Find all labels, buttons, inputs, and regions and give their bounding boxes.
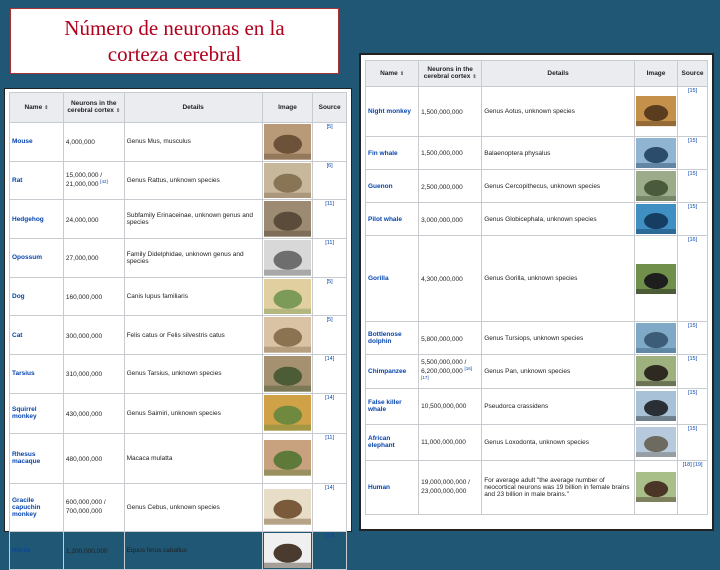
animal-photo-thumbnail[interactable] xyxy=(636,264,676,294)
neuron-count: 160,000,000 xyxy=(63,277,124,316)
animal-photo-thumbnail[interactable] xyxy=(264,395,312,431)
animal-name-link[interactable]: Chimpanzee xyxy=(366,355,419,388)
source-citation-link[interactable]: [14] xyxy=(313,483,347,531)
animal-details: Genus Tarsius, unknown species xyxy=(124,354,262,393)
animal-name-link[interactable]: Rat xyxy=(10,161,64,200)
table-row xyxy=(366,87,708,137)
sort-icon[interactable]: ⇕ xyxy=(472,74,477,80)
animal-name-link[interactable]: Gorilla xyxy=(366,236,419,322)
table-row xyxy=(366,236,708,322)
col-header-details: Details xyxy=(482,61,635,87)
animal-name-link[interactable]: Mouse xyxy=(10,123,64,162)
source-citation-link[interactable]: [11] xyxy=(313,433,347,483)
neuron-count: 5,800,000,000 xyxy=(419,322,482,355)
source-citation-link[interactable]: [11] xyxy=(313,200,347,239)
animal-photo-thumbnail[interactable] xyxy=(636,323,676,353)
animal-name-link[interactable]: Squirrel monkey xyxy=(10,393,64,433)
neuron-count: 1,500,000,000 xyxy=(419,137,482,170)
source-citation-link[interactable]: [16] xyxy=(678,236,708,322)
animal-name-link[interactable]: Pilot whale xyxy=(366,203,419,236)
animal-name-link[interactable]: Dog xyxy=(10,277,64,316)
animal-name-link[interactable]: Rhesus macaque xyxy=(10,433,64,483)
animal-photo-thumbnail[interactable] xyxy=(264,440,312,476)
animal-photo[interactable] xyxy=(634,170,677,203)
table-row xyxy=(366,137,708,170)
neuron-count: 24,000,000 xyxy=(63,200,124,239)
neuron-count: 1,200,000,000 xyxy=(63,531,124,570)
animal-photo[interactable] xyxy=(634,355,677,388)
animal-details: Felis catus or Felis silvestris catus xyxy=(124,316,262,355)
animal-details: Balaenoptera physalus xyxy=(482,137,635,170)
table-row xyxy=(10,238,347,277)
animal-details: Genus Saimiri, unknown species xyxy=(124,393,262,433)
animal-photo-thumbnail[interactable] xyxy=(264,356,312,392)
col-header-details: Details xyxy=(124,93,262,123)
animal-details: Genus Globicephala, unknown species xyxy=(482,203,635,236)
table-row xyxy=(10,354,347,393)
col-header-neurons[interactable]: Neurons in the cerebral cortex ⇕ xyxy=(63,93,124,123)
source-citation-link[interactable]: [11] xyxy=(313,238,347,277)
col-header-name[interactable]: Name ⇕ xyxy=(366,61,419,87)
source-citation-link[interactable]: [14] xyxy=(313,354,347,393)
neuron-count: 1,500,000,000 xyxy=(419,87,482,137)
table-row xyxy=(10,393,347,433)
source-citation-link[interactable]: [15] xyxy=(678,355,708,388)
animal-photo[interactable] xyxy=(262,433,313,483)
animal-name-link[interactable]: Fin whale xyxy=(366,137,419,170)
animal-name-link[interactable]: Human xyxy=(366,460,419,514)
animal-photo-thumbnail[interactable] xyxy=(636,171,676,201)
animal-details: Genus Pan, unknown species xyxy=(482,355,635,388)
animal-photo-thumbnail[interactable] xyxy=(264,163,312,199)
animal-name-link[interactable]: African elephant xyxy=(366,424,419,460)
animal-details: Genus Cebus, unknown species xyxy=(124,483,262,531)
source-citation-link[interactable]: [13] xyxy=(313,531,347,570)
animal-details: Pseudorca crassidens xyxy=(482,388,635,424)
animal-details: Family Didelphidae, unknown genus and species xyxy=(124,238,262,277)
animal-details: Macaca mulatta xyxy=(124,433,262,483)
neuron-count: 4,000,000 xyxy=(63,123,124,162)
animal-photo-thumbnail[interactable] xyxy=(636,138,676,168)
animal-name-link[interactable]: Bottlenose dolphin xyxy=(366,322,419,355)
animal-photo-thumbnail[interactable] xyxy=(264,317,312,353)
animal-photo[interactable] xyxy=(634,236,677,322)
table-row xyxy=(366,424,708,460)
animal-name-link[interactable]: Night monkey xyxy=(366,87,419,137)
title-line-1: Número de neuronas en la xyxy=(64,16,285,40)
animal-photo[interactable] xyxy=(262,354,313,393)
animal-photo-thumbnail[interactable] xyxy=(636,427,676,457)
source-citation-link[interactable]: [5] xyxy=(313,316,347,355)
animal-photo[interactable] xyxy=(634,460,677,514)
animal-details: Genus Tursiops, unknown species xyxy=(482,322,635,355)
animal-details: Genus Gorilla, unknown species xyxy=(482,236,635,322)
table-row xyxy=(366,170,708,203)
animal-photo-thumbnail[interactable] xyxy=(636,96,676,126)
neuron-count: 15,000,000 / 21,000,000 [42] xyxy=(63,161,124,200)
table-row xyxy=(366,203,708,236)
animal-photo-thumbnail[interactable] xyxy=(264,489,312,525)
table-row xyxy=(10,277,347,316)
source-citation-link[interactable]: [15] xyxy=(678,424,708,460)
table-row xyxy=(10,161,347,200)
animal-photo-thumbnail[interactable] xyxy=(264,240,312,276)
neuron-count: 4,300,000,000 xyxy=(419,236,482,322)
neuron-count: 310,000,000 xyxy=(63,354,124,393)
sort-icon[interactable]: ⇕ xyxy=(44,104,49,111)
table-row xyxy=(366,322,708,355)
animal-name-link[interactable]: Guenon xyxy=(366,170,419,203)
animal-photo-thumbnail[interactable] xyxy=(636,204,676,234)
source-citation-link[interactable]: [15] xyxy=(678,137,708,170)
neuron-count: 10,500,000,000 xyxy=(419,388,482,424)
animal-photo-thumbnail[interactable] xyxy=(636,472,676,502)
table-row xyxy=(10,200,347,239)
neuron-count: 27,000,000 xyxy=(63,238,124,277)
neuron-count: 3,000,000,000 xyxy=(419,203,482,236)
right-table-panel xyxy=(359,53,714,531)
source-citation-link[interactable]: [15] xyxy=(678,388,708,424)
table-row xyxy=(10,531,347,570)
animal-name-link[interactable]: Cat xyxy=(10,316,64,355)
col-header-image: Image xyxy=(634,61,677,87)
source-citation-link[interactable]: [6] xyxy=(313,161,347,200)
animal-photo-thumbnail[interactable] xyxy=(264,124,312,160)
animal-details: Subfamily Erinaceinae, unknown genus and species xyxy=(124,200,262,239)
title-line-2: corteza cerebral xyxy=(107,42,242,66)
animal-photo[interactable] xyxy=(262,316,313,355)
animal-name-link[interactable]: Tarsius xyxy=(10,354,64,393)
col-header-name[interactable]: Name ⇕ xyxy=(10,93,64,123)
neuron-count: 2,500,000,000 xyxy=(419,170,482,203)
source-citation-link[interactable]: [5] xyxy=(313,277,347,316)
animal-photo-thumbnail[interactable] xyxy=(264,201,312,237)
animal-photo[interactable] xyxy=(262,483,313,531)
table-row xyxy=(366,460,708,514)
animal-photo[interactable] xyxy=(262,200,313,239)
animal-photo[interactable] xyxy=(634,137,677,170)
sort-icon[interactable]: ⇕ xyxy=(115,108,121,114)
source-citation-link[interactable]: [18] [19] xyxy=(678,460,708,514)
animal-photo[interactable] xyxy=(634,388,677,424)
animal-photo-thumbnail[interactable] xyxy=(264,533,312,569)
animal-photo-thumbnail[interactable] xyxy=(636,391,676,421)
animal-details: Genus Cercopithecus, unknown species xyxy=(482,170,635,203)
neuron-count: 480,000,000 xyxy=(63,433,124,483)
animal-photo[interactable] xyxy=(262,393,313,433)
neuron-count: 11,000,000,000 xyxy=(419,424,482,460)
citation-link[interactable]: [16] [17] xyxy=(421,365,473,380)
citation-link[interactable]: [42] xyxy=(100,179,108,185)
neuron-count: 430,000,000 xyxy=(63,393,124,433)
neuron-count: 600,000,000 / 700,000,000 xyxy=(63,483,124,531)
source-citation-link[interactable]: [15] xyxy=(678,170,708,203)
animal-photo[interactable] xyxy=(634,424,677,460)
animal-photo-thumbnail[interactable] xyxy=(636,356,676,386)
table-row xyxy=(366,388,708,424)
animal-name-link[interactable]: Hedgehog xyxy=(10,200,64,239)
table-row xyxy=(10,123,347,162)
neuron-count: 5,500,000,000 / 6,200,000,000 [16] [17] xyxy=(419,355,482,388)
col-header-neurons[interactable]: Neurons in the cerebral cortex ⇕ xyxy=(419,61,482,87)
animal-photo[interactable] xyxy=(634,203,677,236)
table-row xyxy=(10,433,347,483)
animal-name-link[interactable]: Gracile capuchin monkey xyxy=(10,483,64,531)
col-header-source: Source xyxy=(313,93,347,123)
neuron-count: 19,000,000,000 / 23,000,000,000 xyxy=(419,460,482,514)
neuron-table-right xyxy=(365,60,708,515)
animal-details: For average adult "the average number of neocortical neurons was 19 billion in female brains and 23 billion in male brains." xyxy=(482,460,635,514)
slide-title xyxy=(10,8,339,74)
table-row xyxy=(10,483,347,531)
source-citation-link[interactable]: [15] xyxy=(678,87,708,137)
animal-details: Equus ferus caballus xyxy=(124,531,262,570)
animal-photo[interactable] xyxy=(262,531,313,570)
animal-photo[interactable] xyxy=(634,87,677,137)
left-table-panel xyxy=(4,88,352,555)
neuron-count: 300,000,000 xyxy=(63,316,124,355)
neuron-table-left xyxy=(9,92,347,570)
col-header-source: Source xyxy=(678,61,708,87)
source-citation-link[interactable]: [15] xyxy=(678,203,708,236)
animal-photo[interactable] xyxy=(262,277,313,316)
animal-details: Genus Rattus, unknown species xyxy=(124,161,262,200)
animal-photo[interactable] xyxy=(634,322,677,355)
source-citation-link[interactable]: [5] xyxy=(313,123,347,162)
animal-details: Genus Aotus, unknown species xyxy=(482,87,635,137)
animal-details: Canis lupus familiaris xyxy=(124,277,262,316)
animal-name-link[interactable]: False killer whale xyxy=(366,388,419,424)
table-row xyxy=(10,316,347,355)
sort-icon[interactable]: ⇕ xyxy=(399,70,405,77)
animal-details: Genus Mus, musculus xyxy=(124,123,262,162)
animal-name-link[interactable]: Opossum xyxy=(10,238,64,277)
animal-photo[interactable] xyxy=(262,238,313,277)
col-header-image: Image xyxy=(262,93,313,123)
animal-name-link[interactable]: Horse xyxy=(10,531,64,570)
table-row xyxy=(366,355,708,388)
animal-photo-thumbnail[interactable] xyxy=(264,279,312,315)
animal-details: Genus Loxodonta, unknown species xyxy=(482,424,635,460)
animal-photo[interactable] xyxy=(262,161,313,200)
source-citation-link[interactable]: [15] xyxy=(678,322,708,355)
animal-photo[interactable] xyxy=(262,123,313,162)
source-citation-link[interactable]: [14] xyxy=(313,393,347,433)
